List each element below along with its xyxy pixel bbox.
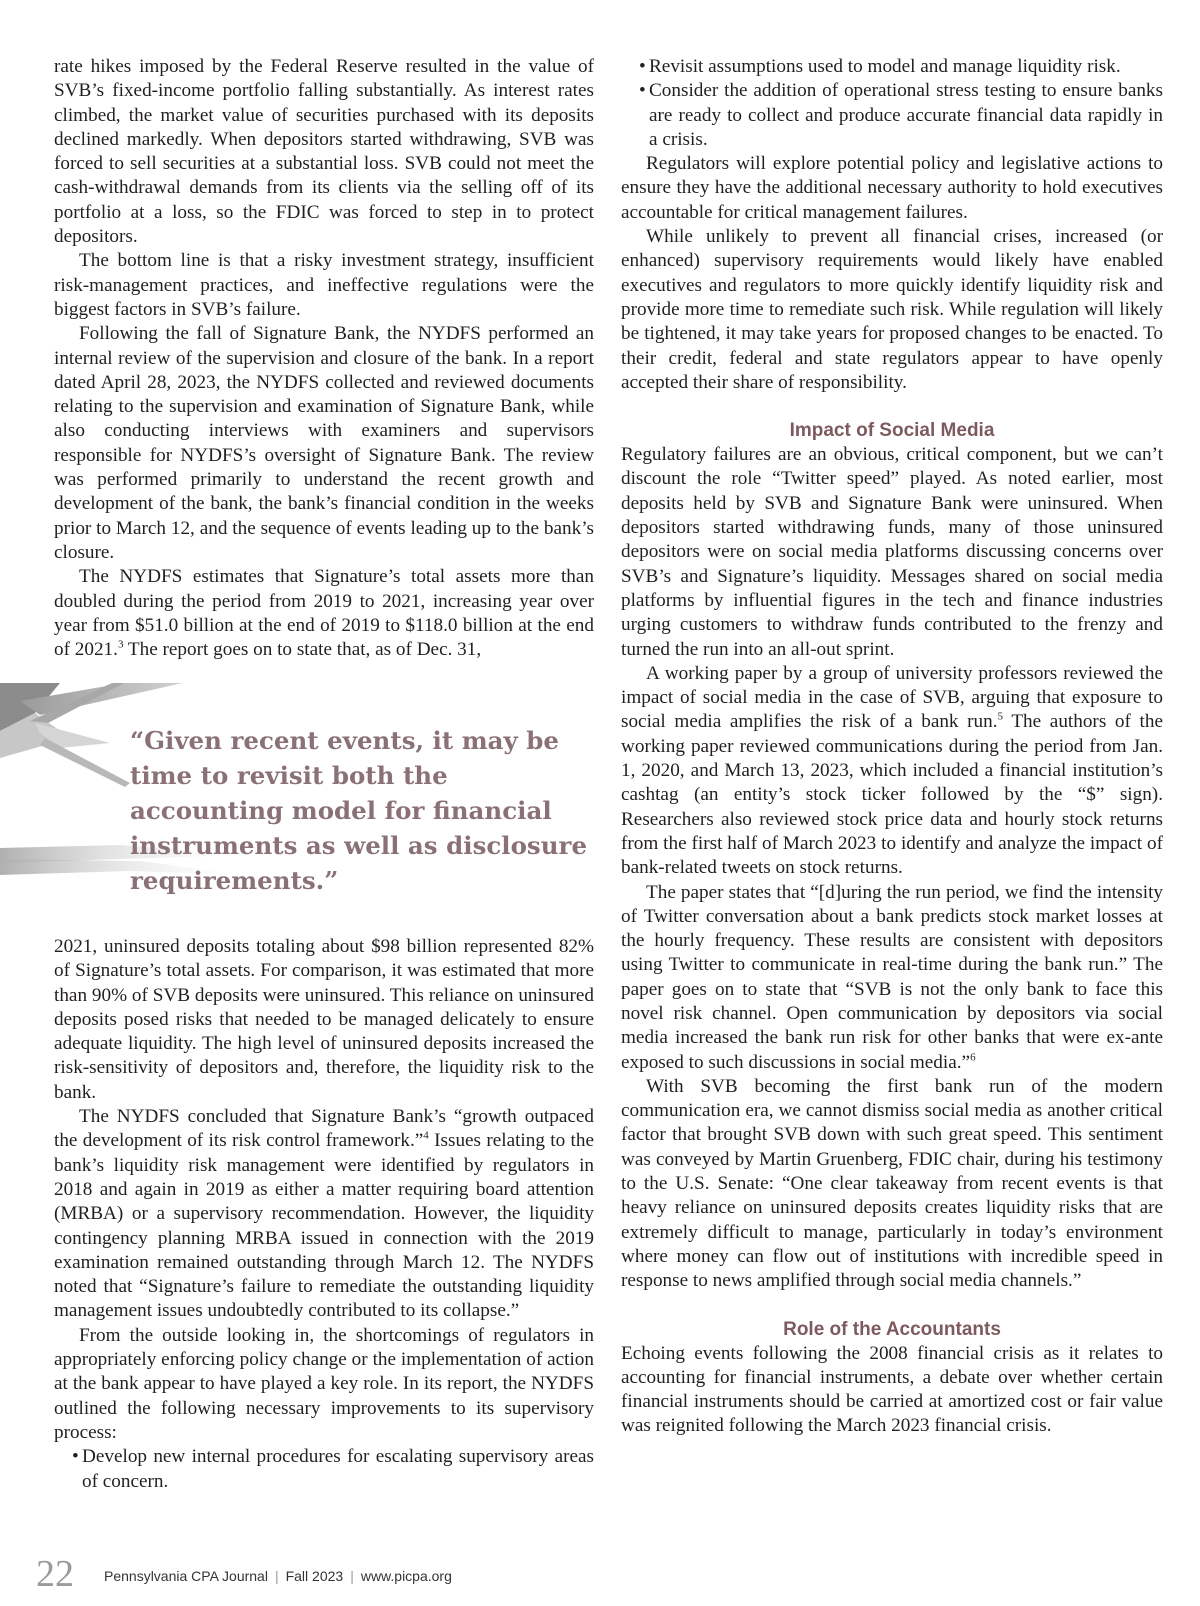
body-text: Issues relating to the bank’s liquidity risk management were identified by regulators in 2018 and again in 2019 as either a matter requiring board attention (MRBA) or a supervisory recommendation. However, the liquidity contingency planning MRBA issued in connection with the 2019 examination remained outstanding through March 12. The NYDFS noted that “Signature’s failure to remediate the outstanding liquidity management issues undoubtedly contributed to its collapse.” [54, 1130, 594, 1322]
pull-quote-text: “Given recent events, it may be time to revisit both the accounting model for financial instruments as well as disclosure requirements.” [130, 726, 588, 895]
list-item: • Develop new internal procedures for escalating supervisory areas of concern. [54, 1445, 594, 1494]
issue-label: Fall 2023 [285, 1568, 344, 1584]
footnote-ref[interactable]: 3 [117, 638, 124, 651]
section-spacer [621, 395, 1163, 419]
footer-text [104, 1568, 452, 1584]
section-heading-accountants: Role of the Accountants [783, 1318, 1001, 1340]
body-paragraph [54, 565, 594, 662]
footer-separator: | [350, 1568, 354, 1584]
website-link[interactable]: www.picpa.org [360, 1568, 452, 1584]
body-text: The NYDFS concluded that Signature Bank’s “growth outpaced the development of its risk control framework.” [54, 1106, 594, 1152]
section-heading-social-media: Impact of Social Media [789, 420, 995, 442]
left-column-bottom [54, 935, 594, 1494]
body-paragraph: While unlikely to prevent all financial crises, increased (or enhanced) supervisory requirements would likely have enabled executives and regulators to more quickly identify liquidity risk and provide more time to remediate such risk. While regulation will likely be tightened, it may take years for proposed changes to be enacted. To their credit, federal and state regulators appear to have openly accepted their share of responsibility. [621, 226, 1163, 393]
pull-quote [0, 683, 610, 913]
body-paragraph: Regulatory failures are an obvious, critical component, but we can’t discount the role “Twitter speed” played. As noted earlier, most deposits held by SVB and Signature Bank were uninsured. When depositors started withdrawing funds, many of those uninsured depositors were on social media platforms discussing concerns over SVB’s and Signature’s liquidity. Messages shared on social media platforms by influential figures in the tech and finance industries urging customers to withdraw funds contributed to the frenzy and turned the run into an all-out sprint. [621, 444, 1163, 660]
list-item: • Consider the addition of operational stress testing to ensure banks are ready to collect and produce accurate financial data rapidly in a crisis. [621, 79, 1163, 152]
footnote-ref[interactable]: 6 [970, 1051, 976, 1064]
body-text: The authors of the working paper reviewed communications during the period from Jan. 1, 2020, and March 13, 2023, which included a financial institution’s cashtag (an entity’s stock ticker followed by the “$” sign). Researchers also reviewed stock price data and hourly stock returns from the first half of March 2023 to identify and analyze the impact of bank-related tweets on stock returns. [621, 711, 1163, 879]
improvement-list-continued [621, 55, 1163, 152]
list-item: • Revisit assumptions used to model and manage liquidity risk. [621, 55, 1163, 79]
body-paragraph: The bottom line is that a risky investment strategy, insufficient risk-management practices, and ineffective regulations were the biggest factors in SVB’s failure. [54, 250, 594, 320]
body-paragraph [621, 662, 1163, 881]
body-paragraph [621, 881, 1163, 1075]
improvement-list [54, 1445, 594, 1494]
left-column-top [54, 55, 594, 662]
page-number: 22 [36, 1553, 74, 1595]
footnote-ref[interactable]: 5 [997, 711, 1004, 724]
footer-separator: | [274, 1568, 279, 1584]
body-text: A working paper by a group of university professors reviewed the impact of social media in the case of SVB, arguing that exposure to social media amplifies the risk of a bank run. [621, 662, 1163, 733]
body-paragraph [54, 1105, 594, 1324]
body-paragraph: With SVB becoming the first bank run of the modern communication era, we cannot dismiss social media as another critical factor that brought SVB down with such great speed. This sentiment was conveyed by Martin Gruenberg, FDIC chair, during his testimony to the U.S. Senate: “One clear takeaway from recent events is that heavy reliance on uninsured deposits creates liquidity risks that are extremely difficult to manage, particularly in today’s environment where money can flow out of institutions with incredible speed in response to news amplified through social media channels.” [621, 1075, 1163, 1292]
footnote-ref[interactable]: 4 [423, 1129, 429, 1142]
body-paragraph: Regulators will explore potential policy and legislative actions to ensure they have the additional necessary authority to hold executives accountable for critical management failures. [621, 153, 1163, 223]
body-paragraph: 2021, uninsured deposits totaling about $98 billion represented 82% of Signature’s total assets. For comparison, it was estimated that more than 90% of SVB deposits were uninsured. This reliance on uninsured deposits posed risks that needed to be managed delicately to ensure adequate liquidity. The high level of uninsured deposits increased the risk-sensitivity of depositors and, therefore, the liquidity risk to the bank. [54, 936, 594, 1103]
journal-name: Pennsylvania CPA Journal [104, 1568, 268, 1584]
body-text: The NYDFS estimates that Signature’s total assets more than doubled during the period from 2019 to 2021, increasing year over year from $51.0 billion at the end of 2019 to $118.0 billion at the end of 2021. [54, 566, 594, 661]
section-spacer [621, 1294, 1163, 1318]
body-text: The paper states that “[d]uring the run period, we find the intensity of Twitter conversation about a bank predicts stock market losses at the hourly frequency. These results are consistent with depositors using Twitter to communicate in real-time during the bank run.” The paper goes on to state that “SVB is not the only bank to face this novel risk channel. Open communication by depositors via social media increased the bank run risk for other banks that were ex-ante exposed to such discussions in social media.” [621, 881, 1163, 1073]
body-paragraph: rate hikes imposed by the Federal Reserve resulted in the value of SVB’s fixed-income portfolio falling substantially. As interest rates climbed, the market value of securities purchased with its deposits declined markedly. When depositors started withdrawing, SVB was forced to sell securities at a substantial loss. SVB could not meet the cash-withdrawal demands from its clients via the selling off of its portfolio at a loss, so the FDIC was forced to step in to protect depositors. [54, 56, 594, 248]
body-paragraph: From the outside looking in, the shortcomings of regulators in appropriately enforcing policy change or the implementation of action at the bank appear to have played a key role. In its report, the NYDFS outlined the following necessary improvements to its supervisory process: [54, 1324, 594, 1443]
right-column [621, 55, 1163, 1439]
body-paragraph: Following the fall of Signature Bank, the NYDFS performed an internal review of the supervision and closure of the bank. In a report dated April 28, 2023, the NYDFS collected and reviewed documents relating to the supervision and examination of Signature Bank, while also conducting interviews with examiners and supervisors responsible for NYDFS’s oversight of Signature Bank. The review was performed primarily to understand the recent growth and development of the bank, the bank’s financial condition in the weeks prior to March 12, and the sequence of events leading up to the bank’s closure. [54, 323, 594, 563]
body-paragraph: Echoing events following the 2008 financial crisis as it relates to accounting for financial instruments, a debate over whether certain financial instruments should be carried at amortized cost or fair value was reignited following the March 2023 financial crisis. [621, 1342, 1163, 1437]
body-text: The report goes on to state that, as of Dec. 31, [123, 639, 482, 661]
